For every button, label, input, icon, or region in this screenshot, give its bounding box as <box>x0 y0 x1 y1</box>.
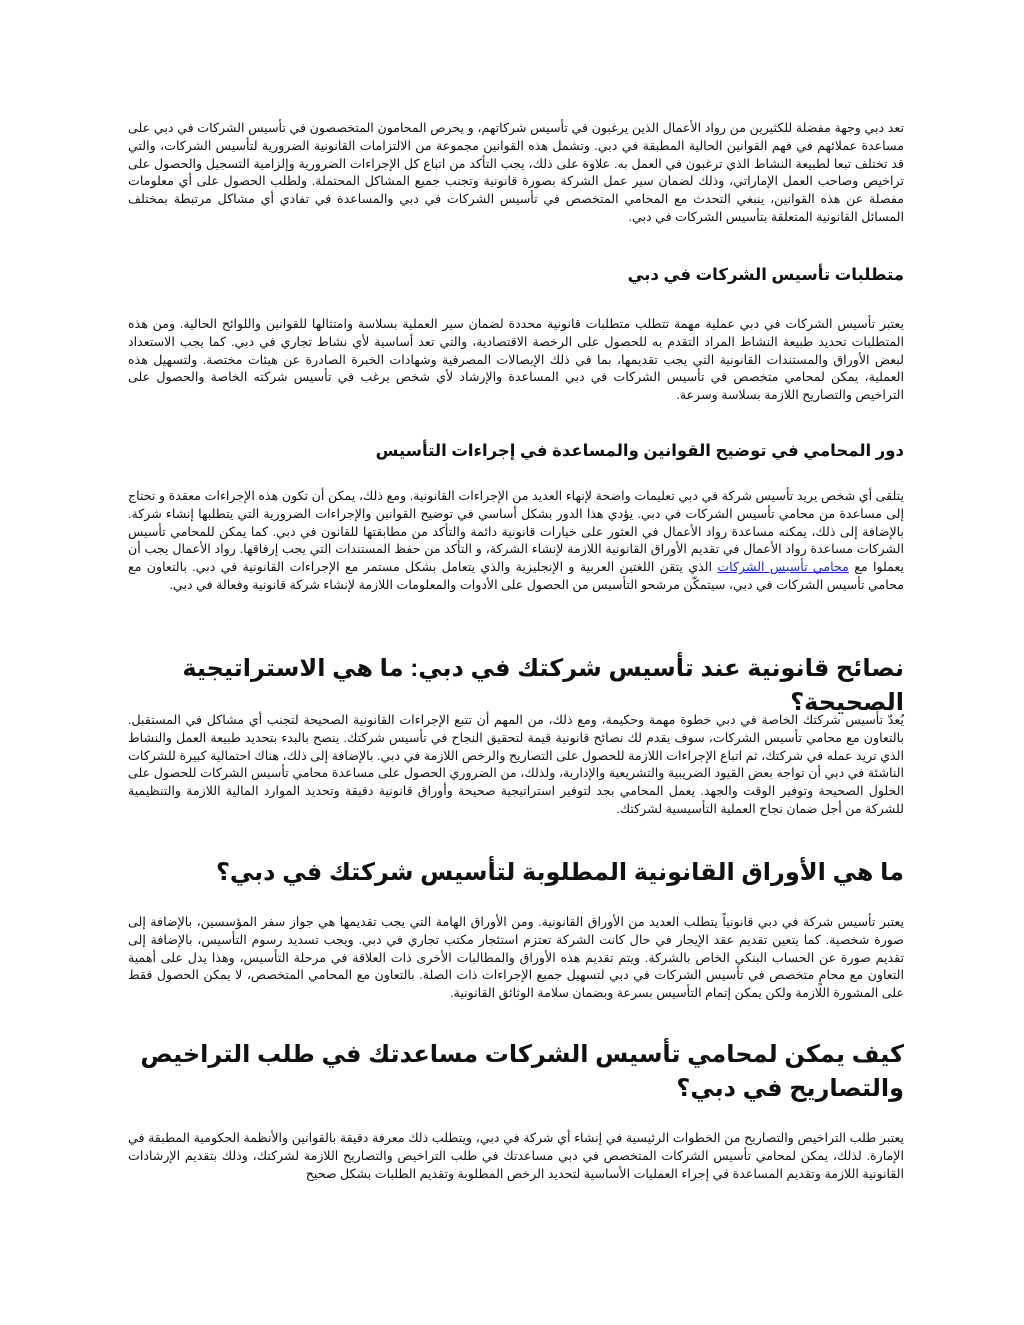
section-licenses <box>128 1038 904 1106</box>
company-lawyer-link[interactable]: محامي تأسيس الشركات <box>717 560 849 575</box>
section-paragraph <box>128 488 904 595</box>
section-heading: ما هي الأوراق القانونية المطلوبة لتأسيس شركتك في دبي؟ <box>215 859 904 886</box>
section-lawyer-role <box>128 440 904 462</box>
section-paragraph: يعتبر تأسيس الشركات في دبي عملية مهمة تتطلب متطلبات قانونية محددة لضمان سير العملية بسلاسة وامتثالها للقوانين واللوائح الحالية. ومن هذه المتطلبات تحديد طبيعة النشاط المراد التقدم به للحصول على الرخصة الاقتصادية، والتي تعد أساسية لأي نشاط تجاري في دبي. كما يجب الاستعداد لبعض الأوراق والمستندات القانونية التي يجب تقديمها، بما في ذلك الإيصالات المصرفية وشهادات الخبرة الصادرة عن هيئات مختصة. ولتسهيل هذه العملية، يمكن لمحامي متخصص في تأسيس الشركات في دبي المساعدة والإرشاد لأي شخص يرغب في تأسيس شركته الخاصة والحصول على التراخيص والتصاريح اللازمة بسلاسة وسرعة. <box>128 317 904 403</box>
paragraph-text: الذي يتقن اللغتين العربية و الإنجليزية والذي يتعامل بشكل مستمر مع الإجراءات القانونية في دبي. بالتعاون مع محامي تأسيس الشركات في دبي، سيتمكّن مرشحو التأسيس من الحصول على الأدوات والمعلومات اللازمة لإنشاء شركة قانونية وفعالة في دبي. <box>128 560 904 592</box>
section-heading: متطلبات تأسيس الشركات في دبي <box>627 266 904 284</box>
intro-paragraph: تعد دبي وجهة مفضلة للكثيرين من رواد الأعمال الذين يرغبون في تأسيس شركاتهم، و يحرص المحامون المتخصصون في تأسيس الشركات في دبي على مساعدة عملائهم في فهم القوانين الحالية المطبقة في دبي. وتشمل هذه القوانين مجموعة من الالتزامات القانونية الضرورية لتأسيس الشركات، والتي قد تختلف تبعا لطبيعة النشاط الذي ترغبون في العمل به. علاوة على ذلك، يجب التأكد من اتباع كل الإجراءات الضرورية وإلزامية التسجيل والحصول على تراخيص وصاحب العمل الإماراتي، وذلك لضمان سير عمل الشركة بصورة قانونية وتجنب جميع المشاكل المحتملة. ولطلب الحصول على أي معلومات مفصلة عن هذه القوانين، ينبغي التحدث مع المحامي المتخصص في تأسيس الشركات في دبي والمساعدة في تفادي أي مشاكل مرتبطة بمختلف المسائل القانونية المتعلقة بتأسيس الشركات في دبي. <box>128 121 904 224</box>
section-paragraph: يُعدّ تأسيس شركتك الخاصة في دبي خطوة مهمة وحكيمة، ومع ذلك، من المهم أن تتبع الإجراءات القانونية الصحيحة لتجنب أي مشاكل في المستقبل. بالتعاون مع محامي تأسيس الشركات، سوف يقدم لك نصائح قانونية قيمة لتحقيق النجاح في تأسيس شركتك. ينصح بالبدء بتحديد طبيعة العمل والنشاط الذي تريد عمله في شركتك، ثم اتباع الإجراءات اللازمة للحصول على التصاريح والرخص اللازمة في دبي. بالإضافة إلى ذلك، هناك احتمالية كبيرة للشركات الناشئة في دبي أن تواجه بعض القيود الضريبية والتشريعية والإدارية، ولذلك، من الضروري الحصول على مساعدة محامي تأسيس الشركات للحصول على الحلول الصحيحة وتوفير الوقت والجهد. يعمل المحامي بجد لتوفير استراتيجية صحيحة وأوراق قانونية دقيقة وتحديد الموارد المالية اللازمة والتنظيمية للشركة من أجل ضمان نجاح العملية التأسيسية لشركتك. <box>128 713 904 816</box>
section-heading: دور المحامي في توضيح القوانين والمساعدة في إجراءات التأسيس <box>375 442 904 460</box>
section-paragraph: يعتبر طلب التراخيص والتصاريح من الخطوات الرئيسية في إنشاء أي شركة في دبي، ويتطلب ذلك معرفة دقيقة بالقوانين والأنظمة الحكومية المطبقة في الإمارة. لذلك، يمكن لمحامي تأسيس الشركات المتخصص في دبي مساعدتك في طلب التراخيص والتصاريح اللازمة لشركتك، وذلك بتقديم الإرشادات القانونية اللازمة وتقديم المساعدة في إجراء العمليات الأساسية لتحديد الرخص المطلوبة وتقديم الطلبات بشكل صحيح <box>128 1131 904 1181</box>
section-documents <box>128 856 904 890</box>
section-licenses-body <box>128 1130 904 1183</box>
section-lawyer-role-body <box>128 488 904 595</box>
section-heading: كيف يمكن لمحامي تأسيس الشركات مساعدتك في طلب التراخيص والتصاريح في دبي؟ <box>140 1041 904 1102</box>
section-heading: نصائح قانونية عند تأسيس شركتك في دبي: ما هي الاستراتيجية الصحيحة؟ <box>182 655 904 716</box>
paragraph-text: يتلقى أي شخص يريد تأسيس شركة في دبي تعليمات واضحة لإنهاء العديد من الإجراءات القانونية. ومع ذلك، يمكن أن تكون هذه الإجراءات معقدة و تحتاج إلى مساعدة من محامي تأسيس الشركات في دبي. يؤدي هذا الدور بشكل أساسي في توضيح القوانين والإجراءات الضرورية التي يتطلبها إنشاء شركة. بالإضافة إلى ذلك، يمكنه مساعدة رواد الأعمال في العثور على خيارات قانونية دائمة والتأكد من مطابقتها للقانون في دبي. كما يمكن للمحامي تأسيس الشركات مساعدة رواد الأعمال في تقديم الأوراق القانونية اللازمة لإنشاء الشركة، و التأكد من حفظ المستندات التي يجب إرفاقها. رواد الأعمال يجب أن يعملوا مع <box>128 489 904 575</box>
section-documents-body <box>128 914 904 1003</box>
section-paragraph: يعتبر تأسيس شركة في دبي قانونياً يتطلب العديد من الأوراق القانونية. ومن الأوراق الهامة التي يجب تقديمها هي جواز سفر المؤسسين، بالإضافة إلى صورة شخصية. كما يتعين تقديم عقد الإيجار في حال كانت الشركة تعتزم استئجار مكتب تجاري في دبي. ويجب تسديد رسوم التأسيس، بالإضافة إلى تقديم صورة عن الحساب البنكي الخاص بالشركة. ويتم تقديم هذه الأوراق والمطالبات الأخرى ذات العلاقة في مرحلة التأسيس، وهذا يدل على أهمية التعاون مع محامٍ متخصص في تأسيس الشركات في دبي لتسهيل جميع الإجراءات ذات الصلة. بالتعاون مع المحامي المتخصص، لا يمكن الحصول فقط على المشورة اللازمة ولكن يمكن إتمام التأسيس بسرعة وبضمان سلامة الوثائق القانونية. <box>128 915 904 1001</box>
section-legal-tips <box>128 652 904 720</box>
section-requirements-body <box>128 316 904 405</box>
section-requirements <box>128 264 904 286</box>
section-legal-tips-body <box>128 712 904 819</box>
intro-block <box>128 120 904 227</box>
